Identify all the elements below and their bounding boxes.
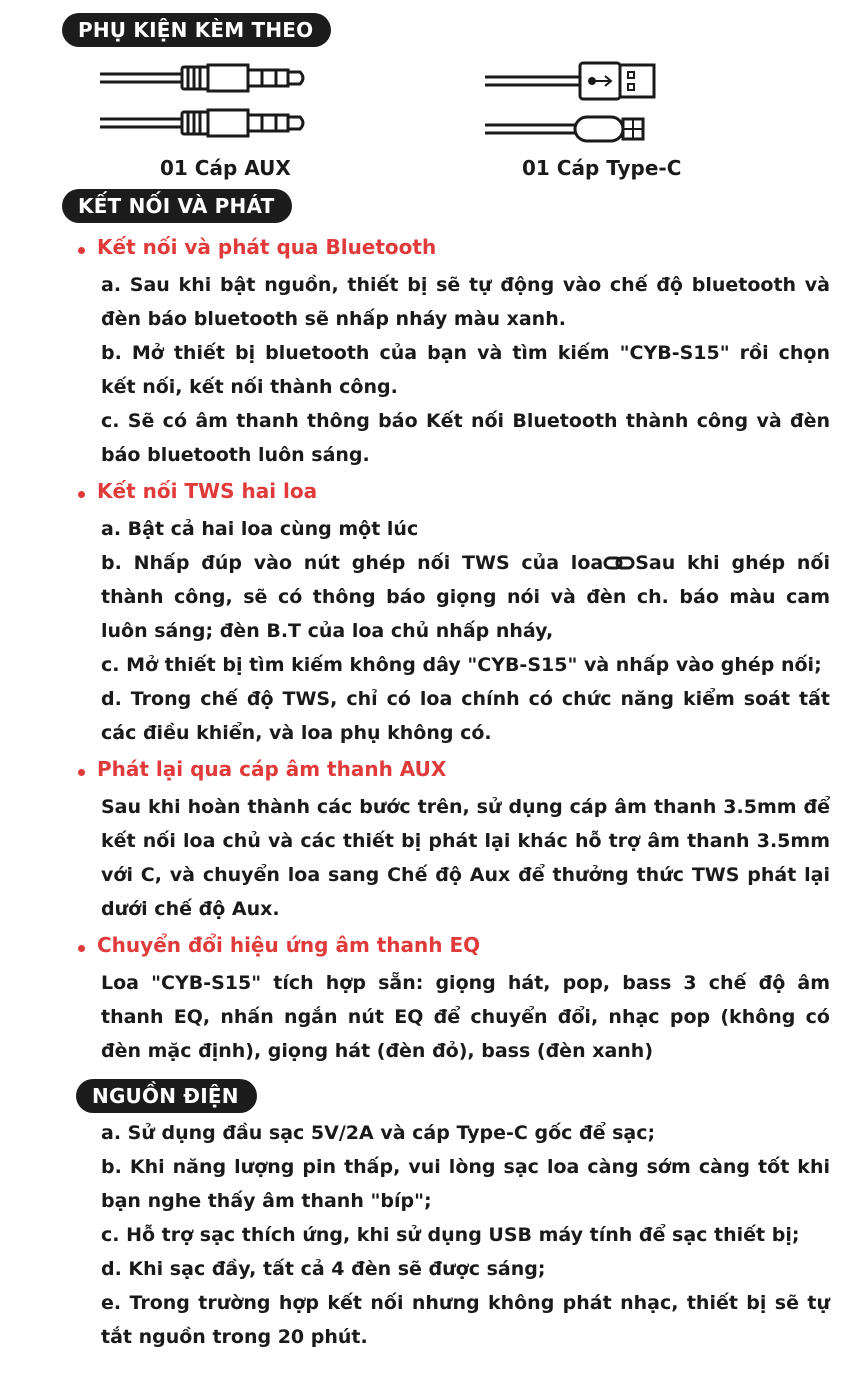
eq-text: Loa "CYB-S15" tích hợp sẵn: giọng hát, pop, bass 3 chế độ âm thanh EQ, nhấn ngắn nút EQ để chuyển đổi, nhạc pop (không có đèn mặc định), giọng hát (đèn đỏ), bass (đèn xanh) — [101, 972, 830, 1062]
tws-step-c: c. Mở thiết bị tìm kiếm không dây "CYB-S15" và nhấp vào ghép nối; — [101, 654, 822, 676]
power-instructions — [101, 1116, 830, 1354]
bullet-heading-eq: Chuyển đổi hiệu ứng âm thanh EQ — [78, 933, 480, 957]
power-step-e: e. Trong trường hợp kết nối nhưng không phát nhạc, thiết bị sẽ tự tắt nguồn trong 20 phút. — [101, 1292, 830, 1348]
aux-cable-icon — [100, 65, 303, 136]
power-step-b: b. Khi năng lượng pin thấp, vui lòng sạc loa càng sớm càng tốt khi bạn nghe thấy âm thanh "bíp"; — [101, 1156, 830, 1212]
cables-illustration — [0, 60, 860, 160]
tws-step-a: a. Bật cả hai loa cùng một lúc — [101, 518, 419, 540]
bullet-dot — [78, 769, 85, 776]
aux-instructions — [101, 790, 830, 926]
section-heading-accessories: PHỤ KIỆN KÈM THEO — [62, 13, 331, 47]
power-step-c: c. Hỗ trợ sạc thích ứng, khi sử dụng USB máy tính để sạc thiết bị; — [101, 1224, 800, 1246]
bullet-dot — [78, 945, 85, 952]
bullet-dot — [78, 247, 85, 254]
typec-cable-caption: 01 Cáp Type-C — [522, 156, 682, 180]
bluetooth-step-a: a. Sau khi bật nguồn, thiết bị sẽ tự động vào chế độ bluetooth và đèn báo bluetooth sẽ nhấp nháy màu xanh. — [101, 274, 830, 330]
eq-instructions — [101, 966, 830, 1068]
tws-step-d: d. Trong chế độ TWS, chỉ có loa chính có chức năng kiểm soát tất các điều khiển, và loa phụ không có. — [101, 688, 830, 744]
bullet-heading-aux: Phát lại qua cáp âm thanh AUX — [78, 757, 446, 781]
power-step-d: d. Khi sạc đầy, tất cả 4 đèn sẽ được sáng; — [101, 1258, 546, 1280]
tws-link-icon — [603, 555, 635, 571]
aux-cable-caption: 01 Cáp AUX — [160, 156, 291, 180]
tws-step-b: b. Nhấp đúp vào nút ghép nối TWS của loa Sau khi ghép nối thành công, sẽ có thông báo giọng nói và đèn ch. báo màu cam luôn sáng; đèn B.T của loa chủ nhấp nháy, — [101, 552, 830, 642]
bluetooth-step-b: b. Mở thiết bị bluetooth của bạn và tìm kiếm "CYB-S15" rồi chọn kết nối, kết nối thành công. — [101, 342, 830, 398]
aux-text: Sau khi hoàn thành các bước trên, sử dụng cáp âm thanh 3.5mm để kết nối loa chủ và các thiết bị phát lại khác hỗ trợ âm thanh 3.5mm với C, và chuyển loa sang Chế độ Aux để thưởng thức TWS phát lại dưới chế độ Aux. — [101, 796, 830, 920]
bullet-heading-bluetooth: Kết nối và phát qua Bluetooth — [78, 235, 436, 259]
section-heading-power: NGUỒN ĐIỆN — [76, 1079, 257, 1113]
usb-typec-cable-icon — [485, 63, 654, 141]
power-step-a: a. Sử dụng đầu sạc 5V/2A và cáp Type-C gốc để sạc; — [101, 1122, 656, 1144]
bullet-dot — [78, 491, 85, 498]
bluetooth-instructions — [101, 268, 830, 472]
section-heading-connect: KẾT NỐI VÀ PHÁT — [62, 189, 292, 223]
bluetooth-step-c: c. Sẽ có âm thanh thông báo Kết nối Bluetooth thành công và đèn báo bluetooth luôn sáng. — [101, 410, 830, 466]
bullet-heading-tws: Kết nối TWS hai loa — [78, 479, 317, 503]
tws-instructions — [101, 512, 830, 750]
